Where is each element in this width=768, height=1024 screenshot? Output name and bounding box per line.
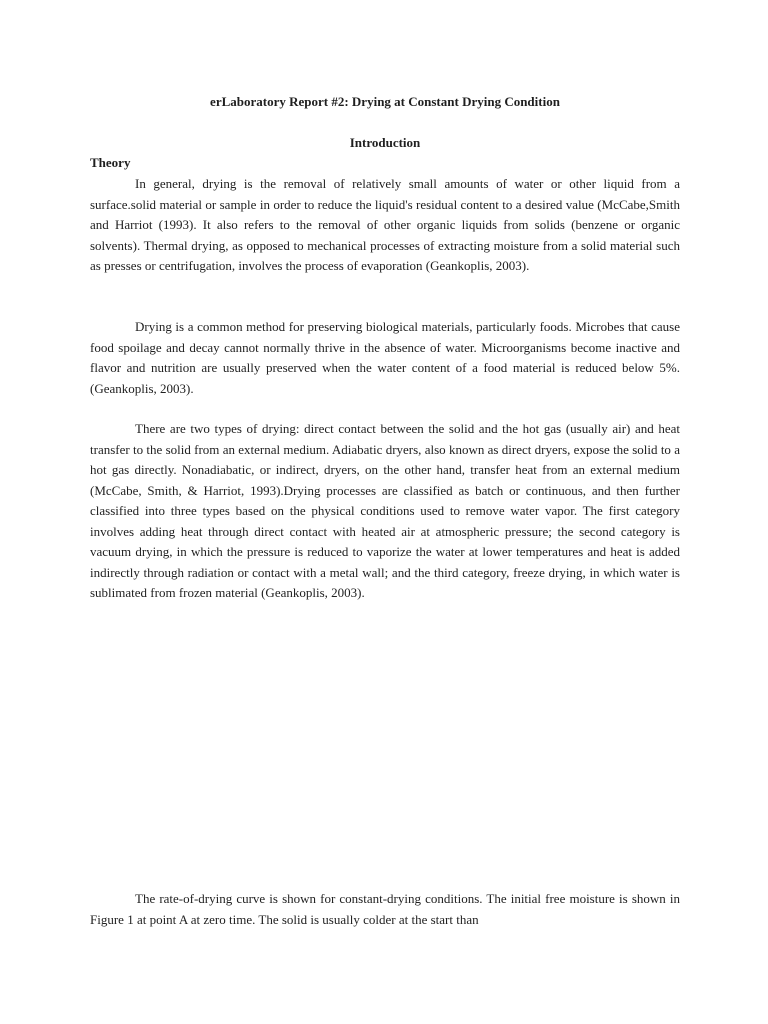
paragraph-1: In general, drying is the removal of relatively small amounts of water or other liquid from a surface.solid material or sample in order to reduce the liquid's residual content to a desired value (McCabe,Smith and Harriot (1993). It also refers to the removal of other organic liquids from solids (benzene or organic solvents). Thermal drying, as opposed to mechanical processes of extracting moisture from a solid material such as presses or centrifugation, involves the process of evaporation (Geankoplis, 2003). (90, 176, 680, 273)
paragraph-4: The rate-of-drying curve is shown for constant-drying conditions. The initial free moisture is shown in Figure 1 at point A at zero time. The solid is usually colder at the start than (90, 891, 680, 927)
subheading-theory: Theory (90, 155, 131, 170)
paragraph-3: There are two types of drying: direct contact between the solid and the hot gas (usually air) and heat transfer to the solid from an external medium. Adiabatic dryers, also known as direct dryers, expose the solid to a hot gas directly. Nonadiabatic, or indirect, dryers, on the other hand, transfer heat from an external medium (McCabe, Smith, & Harriot, 1993).Drying processes are classified as batch or continuous, and then further classified into three types based on the physical conditions used to remove water vapor. The first category involves adding heat through direct contact with heated air at atmospheric pressure; the second category is vacuum drying, in which the pressure is reduced to vaporize the water at lower temperatures and heat is added indirectly through radiation or contact with a metal wall; and the third category, freeze drying, in which water is sublimated from frozen material (Geankoplis, 2003). (90, 421, 680, 600)
paragraph-2: Drying is a common method for preserving biological materials, particularly foods. Microbes that cause food spoilage and decay cannot normally thrive in the absence of water. Microorganisms become inactive and flavor and nutrition are usually preserved when the water content of a food material is reduced below 5%. (Geankoplis, 2003). (90, 319, 680, 396)
section-heading-introduction: Introduction (349, 135, 421, 150)
document-title: erLaboratory Report #2: Drying at Constant Drying Condition (210, 94, 560, 109)
